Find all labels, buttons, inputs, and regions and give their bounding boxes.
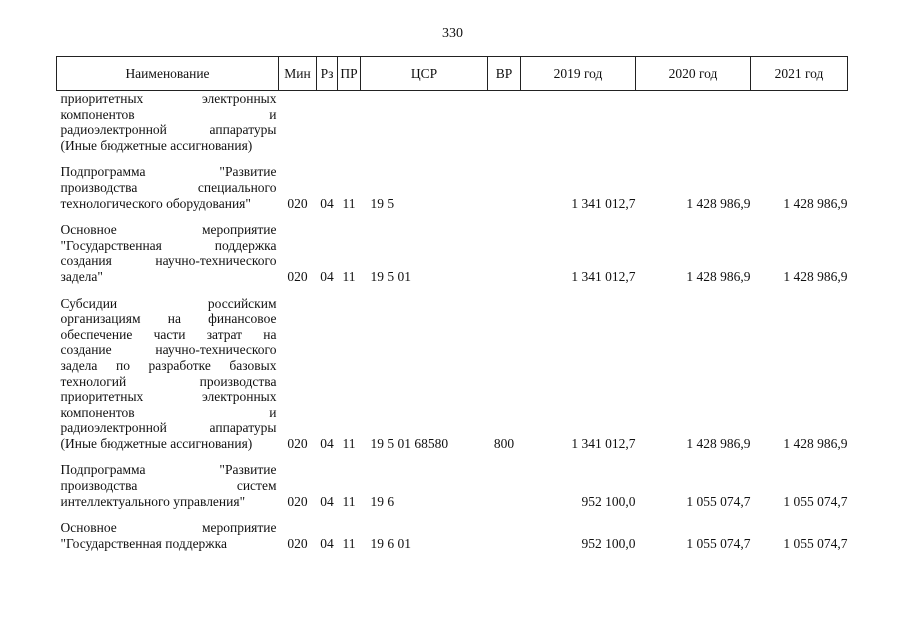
cell-rz: 04 [320,493,334,509]
name-line: технологий производства [60,373,277,389]
cell-2020: 1 428 986,9 [686,195,751,211]
col-header-name: Наименование [57,57,279,91]
name-line: создание научно-технического [60,342,277,358]
cell-rz: 04 [320,435,334,451]
cell-name [57,211,279,284]
cell-name [57,509,279,551]
col-header-rz: Рз [317,57,338,91]
name-line: "Государственная поддержка [60,237,277,253]
name-line: производства систем [60,478,277,494]
col-header-pr: ПР [338,57,361,91]
cell-rz: 04 [320,195,334,211]
cell-2020: 1 055 074,7 [686,535,751,551]
cell-min: 020 [287,535,308,551]
cell-pr [338,91,361,154]
cell-2021: 1 428 986,9 [783,268,848,284]
cell-2021: 1 428 986,9 [783,435,848,451]
cell-name [57,451,279,509]
cell-rz: 04 [320,535,334,551]
name-line: организациям на финансовое [60,311,277,327]
cell-csr: 19 5 01 68580 [370,435,449,451]
col-header-min: Мин [279,57,317,91]
table-row [57,285,848,452]
col-header-2021: 2021 год [751,57,848,91]
cell-2021: 1 428 986,9 [783,195,848,211]
name-line: технологического оборудования" [60,195,251,211]
name-line: Подпрограмма "Развитие [60,462,277,478]
cell-2020: 1 055 074,7 [686,493,751,509]
cell-vr: 800 [493,435,515,451]
name-line: задела по разработке базовых [60,357,277,373]
name-line: компонентов и [60,404,277,420]
cell-2021: 1 055 074,7 [783,493,848,509]
cell-2019: 952 100,0 [581,493,636,509]
cell-2021: 1 055 074,7 [783,535,848,551]
cell-2019: 1 341 012,7 [571,268,636,284]
cell-rz [317,91,338,154]
name-line: задела" [60,268,103,284]
name-line: создания научно-технического [60,253,277,269]
table-row [57,211,848,284]
name-line: интеллектуального управления" [60,493,246,509]
cell-vr [488,509,521,551]
col-header-2019: 2019 год [521,57,636,91]
name-line: Основное мероприятие [60,520,277,536]
name-line: "Государственная поддержка [60,535,227,551]
name-line: (Иные бюджетные ассигнования) [60,435,253,451]
cell-2019 [521,91,636,154]
cell-name [57,285,279,452]
cell-vr [488,153,521,211]
cell-min [279,91,317,154]
cell-rz: 04 [320,268,334,284]
table-row [57,153,848,211]
cell-vr [488,91,521,154]
cell-2020: 1 428 986,9 [686,435,751,451]
cell-csr: 19 5 01 [370,268,411,284]
table-row [57,509,848,551]
table-row [57,451,848,509]
cell-min: 020 [287,493,308,509]
cell-pr: 11 [342,535,356,551]
cell-csr: 19 6 [370,493,395,509]
cell-min: 020 [287,195,308,211]
cell-pr: 11 [342,195,356,211]
col-header-csr: ЦСР [361,57,488,91]
cell-vr [488,211,521,284]
name-line: Основное мероприятие [60,222,277,238]
name-line: производства специального [60,179,277,195]
table-header-row [57,57,848,91]
name-line: приоритетных электронных [60,389,277,405]
cell-csr [361,91,488,154]
name-line: Субсидии российским [60,295,277,311]
cell-pr: 11 [342,268,356,284]
cell-2019: 952 100,0 [581,535,636,551]
cell-pr: 11 [342,493,356,509]
table-row [57,91,848,154]
cell-min: 020 [287,268,308,284]
cell-2019: 1 341 012,7 [571,195,636,211]
cell-csr: 19 5 [370,195,395,211]
cell-name [57,91,279,154]
name-line: радиоэлектронной аппаратуры [60,420,277,436]
name-line: радиоэлектронной аппаратуры [60,122,277,138]
cell-2019: 1 341 012,7 [571,435,636,451]
name-line: Подпрограмма "Развитие [60,164,277,180]
name-line: (Иные бюджетные ассигнования) [60,137,253,153]
budget-table [56,56,848,551]
name-line: компонентов и [60,106,277,122]
cell-2020: 1 428 986,9 [686,268,751,284]
page-number: 330 [442,26,463,41]
cell-2021 [751,91,848,154]
cell-name [57,153,279,211]
name-line: приоритетных электронных [60,91,277,106]
col-header-2020: 2020 год [636,57,751,91]
cell-pr: 11 [342,435,356,451]
cell-min: 020 [287,435,308,451]
col-header-vr: ВР [488,57,521,91]
cell-2020 [636,91,751,154]
name-line: обеспечение части затрат на [60,326,277,342]
cell-csr: 19 6 01 [370,535,411,551]
cell-vr [488,451,521,509]
